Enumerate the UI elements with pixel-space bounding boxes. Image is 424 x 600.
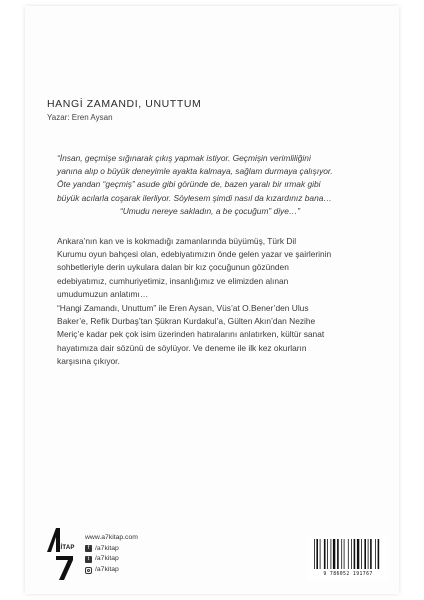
publisher-contacts (85, 533, 138, 575)
description-paragraph-2 (57, 302, 375, 368)
paragraph-line: karşısına çıkıyor. (57, 355, 120, 366)
paragraph-line: umudumuzun anlatımı… (57, 288, 149, 299)
paragraph-line: Ankara’nın kan ve is kokmadığı zamanlarında büyümüş, Türk Dil (57, 236, 297, 246)
publisher-logo-sub: KİTAP (56, 545, 75, 551)
paragraph-line: Baker’e, Refik Durbaş’tan Şükran Kurdakul’a, Gülten Akın’dan Nezihe (57, 316, 316, 327)
quote-line: yanına alıp o büyük deneyimle ayakta kalmaya, sağlam durmaya çalışıyor. (57, 166, 333, 177)
paragraph-line: edebiyatımız, cumhuriyetimiz, insanlığımız ve elimizden alınan (57, 275, 289, 286)
instagram-handle[interactable]: /a7kitap (95, 565, 119, 573)
publisher-logo (47, 528, 73, 580)
author-line: Yazar: Eren Aysan (47, 113, 113, 122)
facebook-row (85, 544, 138, 555)
instagram-icon (85, 567, 92, 574)
paragraph-line: hayatımıza dair sözünü de söylüyor. Ve deneme ile ilk kez okurların (57, 342, 307, 353)
book-back-cover (25, 6, 399, 594)
website-row (85, 533, 138, 544)
paragraph-line: “Hangi Zamandı, Unuttum” ile Eren Aysan, Vüs’at O.Bener’den Ulus (57, 303, 309, 313)
quote-line: “İnsan, geçmişe sığınarak çıkış yapmak istiyor. Geçmişin verimliliğini (57, 153, 311, 163)
isbn-number: 9 786052 191767 (323, 572, 373, 577)
book-title: HANGİ ZAMANDI, UNUTTUM (47, 98, 202, 110)
twitter-row (85, 554, 138, 565)
twitter-handle[interactable]: /a7kitap (95, 555, 119, 563)
quote-line: büyük acılarla coşarak ilerliyor. Söylesem şimdi nasıl da kızardınız bana… (57, 192, 332, 203)
paragraph-line: Kurumu oyun bahçesi olan, edebiyatımızın önde gelen yazar ve şairlerinin (57, 249, 332, 260)
paragraph-line: sohbetleriyle derin uykulara dalan bir kız çocuğunun gözünden (57, 262, 289, 273)
pull-quote (57, 152, 363, 218)
website-link[interactable]: www.a7kitap.com (85, 534, 138, 541)
twitter-icon: t (85, 556, 92, 563)
quote-line: “Umudu nereye sakladın, a be çocuğum” diye…” (119, 205, 301, 216)
description-paragraph-1 (57, 235, 375, 301)
paragraph-line: Meriç’e kadar pek çok isim üzerinden hatıralarını anlatırken, kültür sanat (57, 329, 325, 340)
quote-line: Öte yandan “geçmiş” asude gibi göründe de, bazen yaralı bir ırmak gibi (57, 179, 321, 190)
facebook-icon: f (85, 545, 92, 552)
barcode (308, 536, 388, 581)
barcode-bars (312, 539, 384, 571)
facebook-handle[interactable]: /a7kitap (95, 544, 119, 552)
instagram-row (85, 565, 138, 576)
